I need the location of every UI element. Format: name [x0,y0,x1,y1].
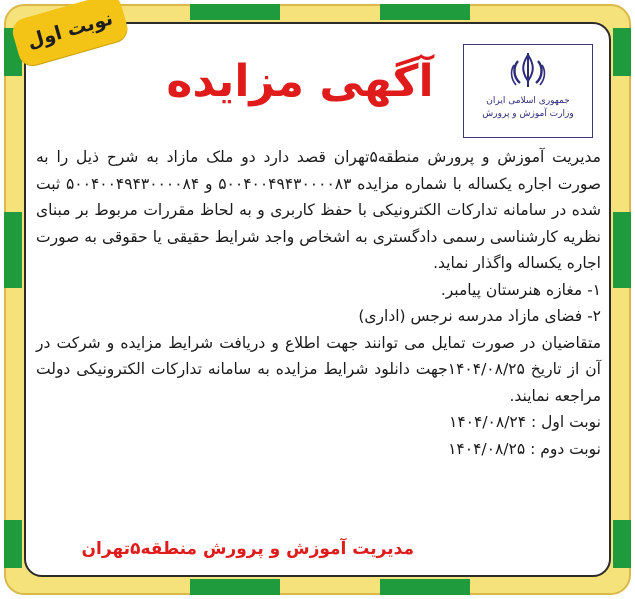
ministry-logo [463,44,593,138]
notice-body [36,144,601,462]
second-notice-date: نوبت دوم : ۱۴۰۴/۰۸/۲۵ [448,439,601,458]
green-accent-bar [190,4,280,20]
page-title: آگهی مزایده [166,56,434,107]
notice-paragraph: مدیریت آموزش و پرورش منطقه۵تهران قصد دارد دو ملک مازاد به شرح ذیل را به صورت اجاره یکساله با شماره مزایده ۵۰۰۴۰۰۴۹۴۳۰۰۰۰۸۳ و ۵۰۰۴۰۰۴۹۴۳۰۰۰۰۸۴ ثبت شده در سامانه تدارکات الکترونیکی با حفظ کاربری و به لحاظ مقررات مربوط بر مبنای نظریه کارشناسی رسمی دادگستری به اشخاص واجد شرایط حقیقی یا حقوقی به صورت اجاره یکساله واگذار نماید. [36,148,602,272]
property-item-1: ۱- مغازه هنرستان پیامبر. [440,280,601,299]
property-item-2: ۲- فضای مازاد مدرسه نرجس (اداری) [358,307,601,325]
green-accent-bar [190,579,280,595]
green-accent-bar [613,212,631,288]
first-notice-date: نوبت اول : ۱۴۰۴/۰۸/۲۴ [449,413,601,431]
green-accent-bar [4,520,22,568]
logo-line-1: جمهوری اسلامی ایران [486,96,570,106]
green-accent-bar [4,212,22,288]
green-accent-bar [380,579,470,595]
green-accent-bar [613,28,631,76]
logo-caption [482,95,573,121]
badge-label: نوبت اول [24,7,116,53]
notice-paragraph-2: متقاضیان در صورت تمایل می توانند جهت اطلاع و دریافت شرایط مزایده و شرکت در آن از تاریخ ۱۴۰۴/۰۸/۲۵جهت دانلود شرایط مزایده به سامانه تدارکات الکترونیکی دولت مراجعه نمایند. [36,333,601,405]
green-accent-bar [380,4,470,20]
logo-line-2: وزارت آموزش و پرورش [482,109,574,119]
iran-emblem-icon [504,51,552,91]
signature: مدیریت آموزش و پرورش منطقه۵تهران [81,539,414,559]
green-accent-bar [613,520,631,568]
